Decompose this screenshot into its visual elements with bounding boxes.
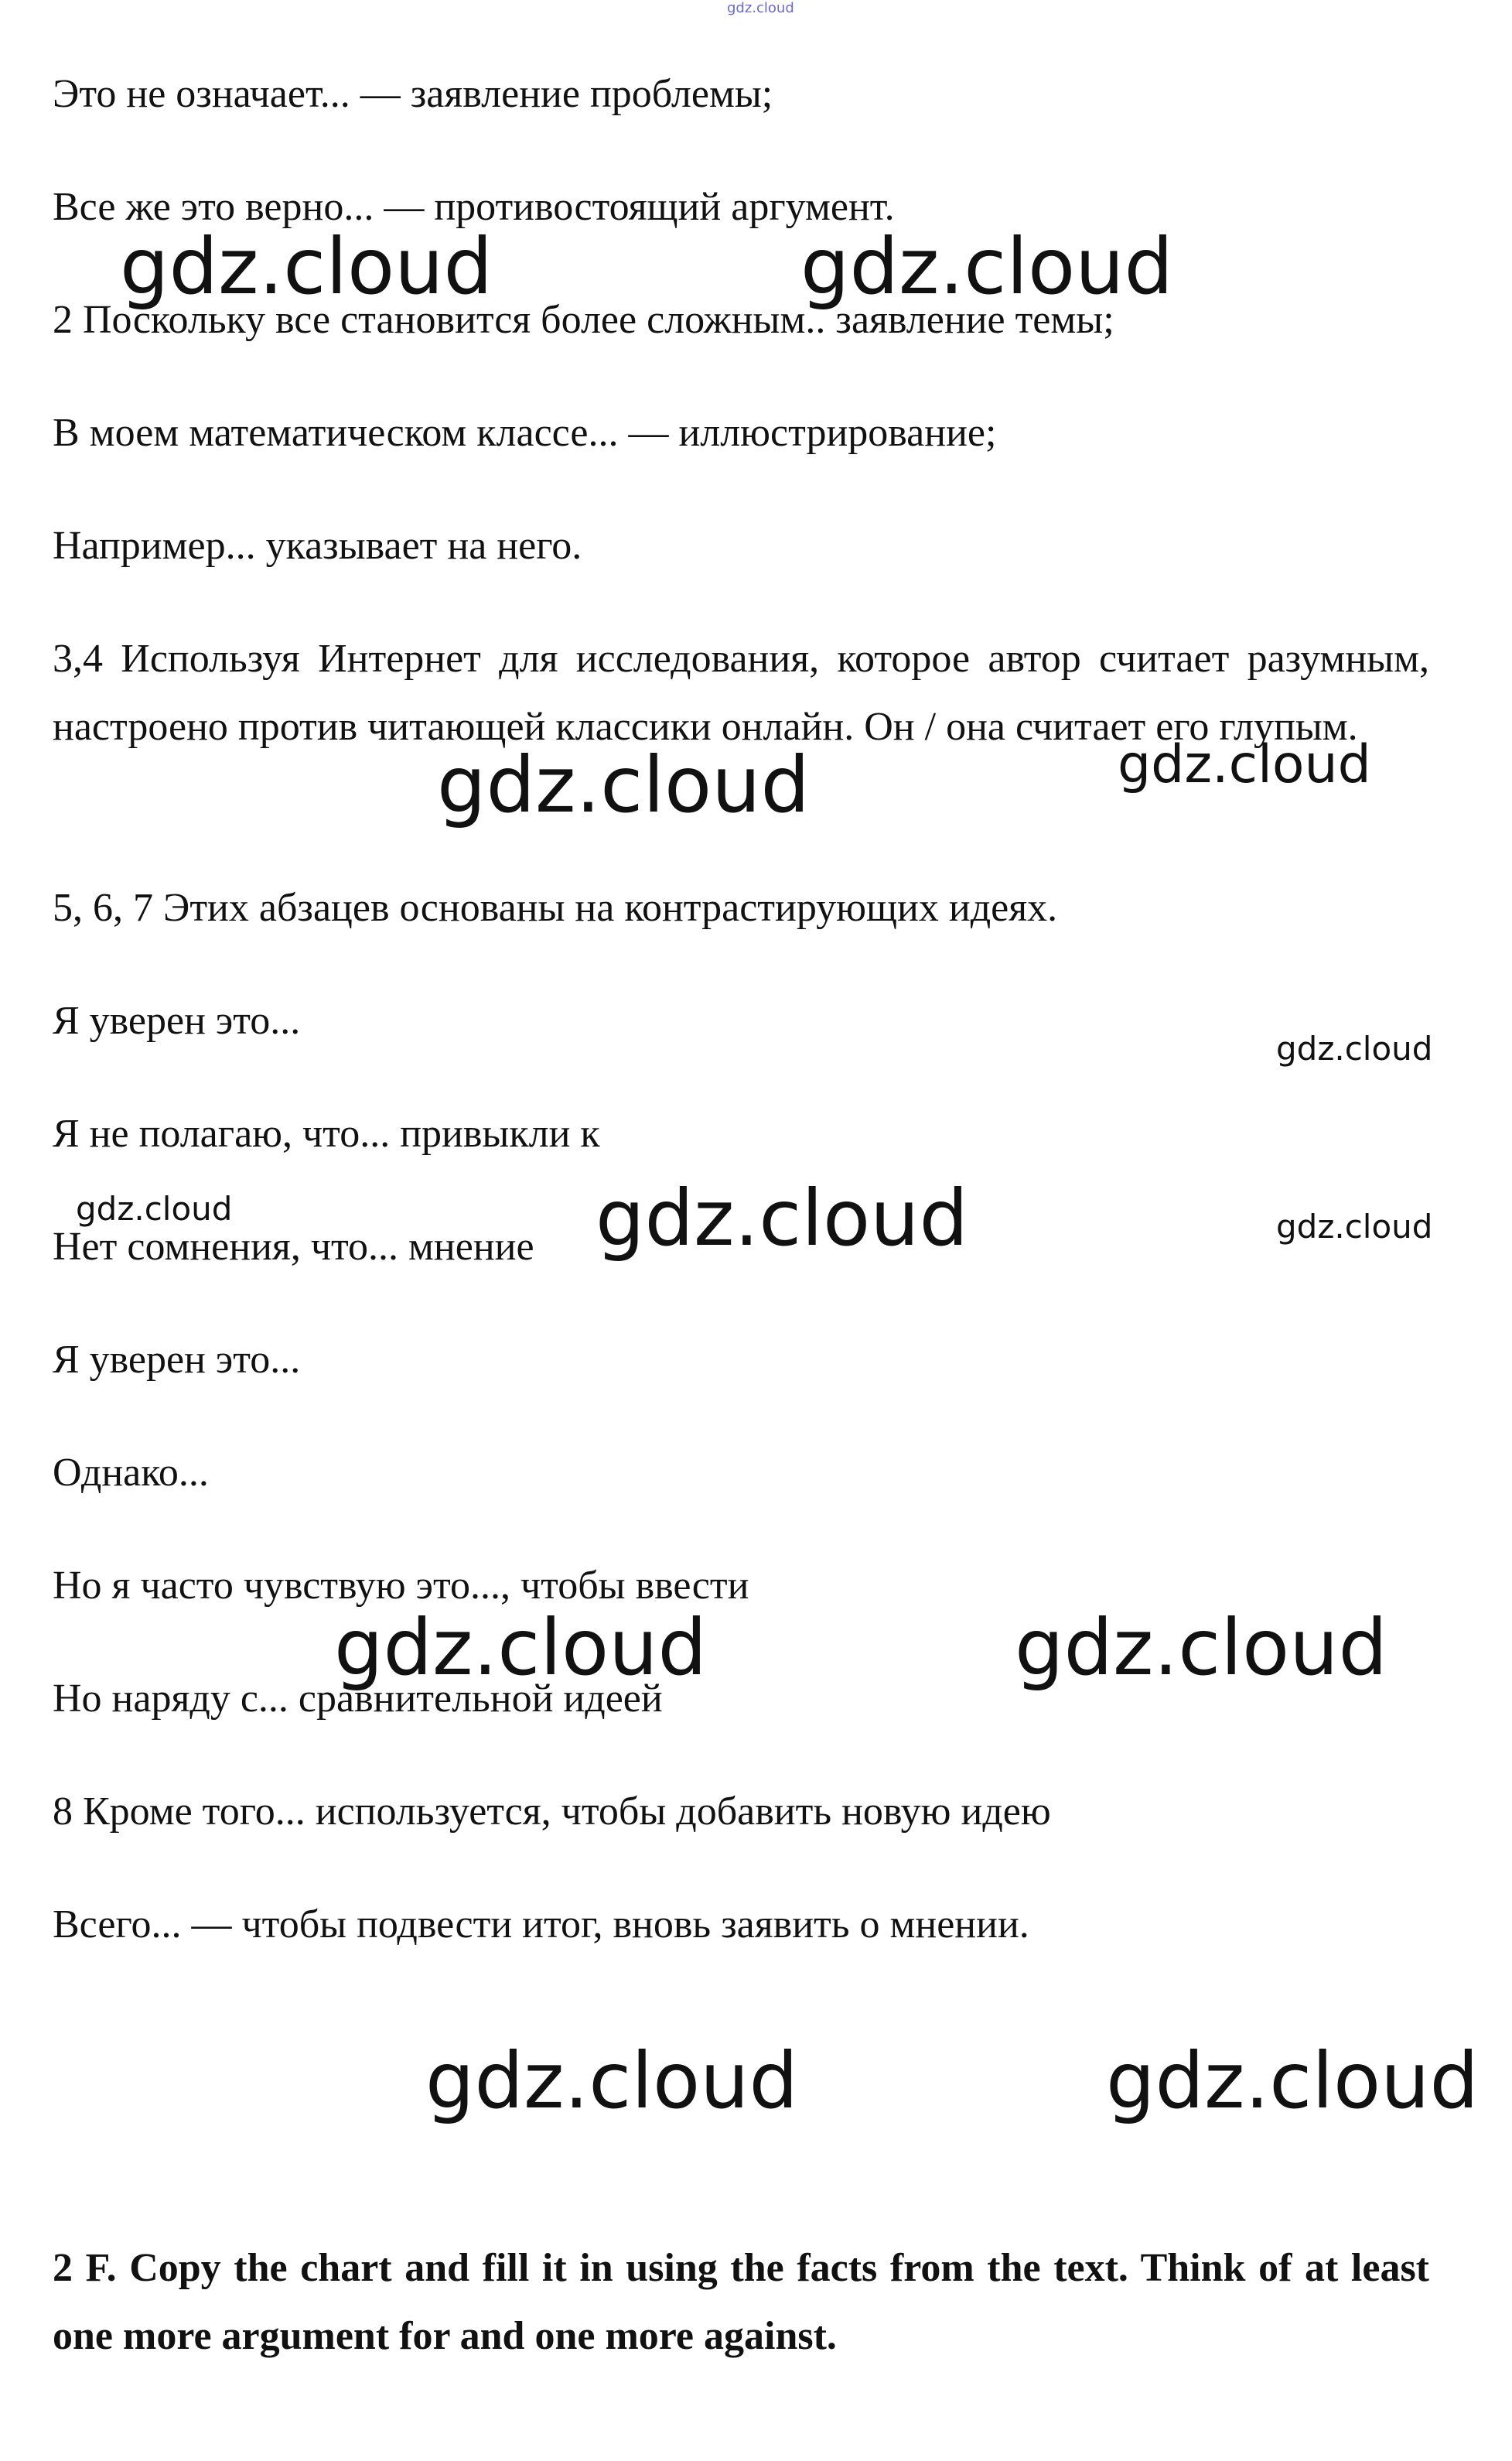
text-line-13: Но я часто чувствую это..., чтобы ввести <box>53 1564 749 1608</box>
watermark: gdz.cloud <box>1118 734 1371 795</box>
watermark: gdz.cloud <box>1106 2035 1480 2126</box>
watermark: gdz.cloud <box>1015 1602 1388 1693</box>
text-paragraph-6: 3,4 Используя Интернет для исследования, которое автор считает разумным, настроено против читающей классики онлайн. Он / она считает его глупым. <box>53 637 1429 749</box>
watermark: gdz.cloud <box>76 1190 233 1228</box>
watermark: gdz.cloud <box>1276 1030 1433 1068</box>
watermark: gdz.cloud <box>596 1173 969 1263</box>
task-heading: 2 F. Copy the chart and fill it in using the facts from the text. Think of at least one more argument for and one more against. <box>53 2246 1429 2358</box>
watermark: gdz.cloud <box>425 2035 799 2126</box>
text-line-15: 8 Кроме того... используется, чтобы добавить новую идею <box>53 1789 1051 1834</box>
text-line-9: Я не полагаю, что... привыкли к <box>53 1112 600 1156</box>
text-line-1: Это не означает... — заявление проблемы; <box>53 72 773 116</box>
watermark: gdz.cloud <box>120 221 493 312</box>
watermark: gdz.cloud <box>1276 1208 1433 1246</box>
text-line-8: Я уверен это... <box>53 999 301 1043</box>
text-line-12: Однако... <box>53 1451 209 1495</box>
watermark: gdz.cloud <box>334 1602 708 1693</box>
watermark: gdz.cloud <box>437 740 811 830</box>
text-line-3: 2 Поскольку все становится более сложным.. заявление темы; <box>53 298 1114 342</box>
text-line-2: Все же это верно... — противостоящий аргумент. <box>53 185 895 229</box>
watermark: gdz.cloud <box>800 221 1174 312</box>
text-line-7: 5, 6, 7 Этих абзацев основаны на контрастирующих идеях. <box>53 886 1058 930</box>
text-line-10: Нет сомнения, что... мнение <box>53 1225 534 1269</box>
text-line-4: В моем математическом классе... — иллюстрирование; <box>53 411 997 455</box>
text-line-5: Например... указывает на него. <box>53 524 582 568</box>
text-line-14: Но наряду с... сравнительной идеей <box>53 1677 663 1721</box>
text-line-11: Я уверен это... <box>53 1338 301 1382</box>
header-watermark: gdz.cloud <box>727 0 794 16</box>
text-line-16: Всего... — чтобы подвести итог, вновь заявить о мнении. <box>53 1902 1029 1947</box>
